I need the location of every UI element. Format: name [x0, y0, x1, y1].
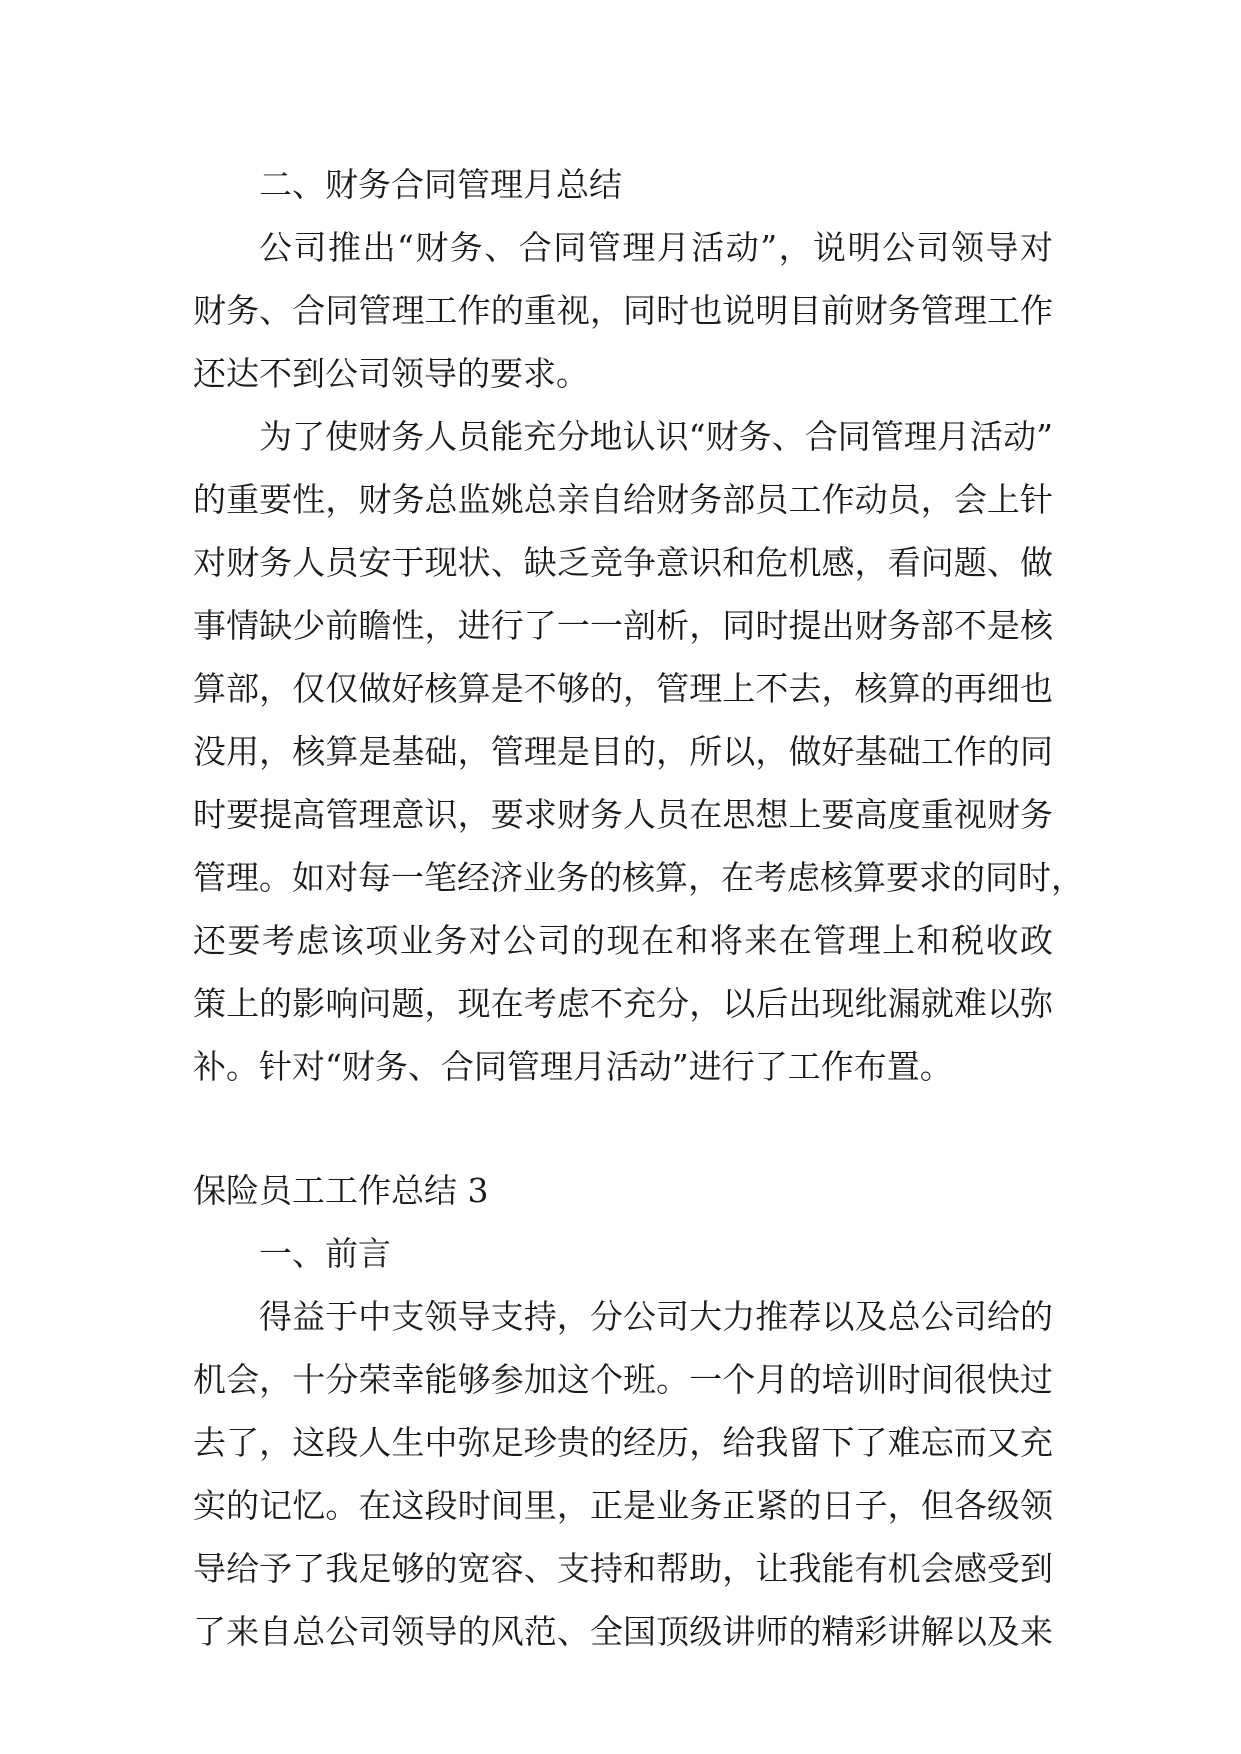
paragraph-line: 实的记忆。在这段时间里，正是业务正紧的日子，但各级领 — [193, 1486, 1053, 1525]
paragraph-line: 了来自总公司领导的风范、全国顶级讲师的精彩讲解以及来 — [193, 1612, 1053, 1651]
section-heading: 一、前言 — [259, 1234, 391, 1273]
paragraph-line: 去了，这段人生中弥足珍贵的经历，给我留下了难忘而又充 — [193, 1423, 1053, 1462]
section-heading: 二、财务合同管理月总结 — [259, 165, 622, 204]
paragraph-line: 补。针对“财务、合同管理月活动”进行了工作布置。 — [193, 1047, 953, 1086]
paragraph-line: 财务、合同管理工作的重视，同时也说明目前财务管理工作 — [193, 291, 1053, 330]
paragraph-line: 的重要性，财务总监姚总亲自给财务部员工作动员，会上针 — [193, 480, 1053, 519]
paragraph-line: 管理。如对每一笔经济业务的核算，在考虑核算要求的同时， — [193, 858, 1084, 897]
paragraph-line: 还达不到公司领导的要求。 — [193, 354, 589, 393]
paragraph-line: 时要提高管理意识，要求财务人员在思想上要高度重视财务 — [193, 795, 1053, 834]
paragraph-line: 导给予了我足够的宽容、支持和帮助，让我能有机会感受到 — [193, 1549, 1053, 1588]
paragraph-line: 策上的影响问题，现在考虑不充分，以后出现纰漏就难以弥 — [193, 984, 1053, 1023]
paragraph-line: 没用，核算是基础，管理是目的，所以，做好基础工作的同 — [193, 732, 1053, 771]
paragraph-line: 还要考虑该项业务对公司的现在和将来在管理上和税收政 — [193, 921, 1053, 960]
paragraph-line: 事情缺少前瞻性，进行了一一剖析，同时提出财务部不是核 — [193, 606, 1053, 645]
paragraph-line: 为了使财务人员能充分地认识“财务、合同管理月活动” — [259, 417, 1053, 456]
paragraph-line: 算部，仅仅做好核算是不够的，管理上不去，核算的再细也 — [193, 669, 1053, 708]
paragraph-line: 得益于中支领导支持，分公司大力推荐以及总公司给的 — [259, 1297, 1053, 1336]
paragraph-line: 对财务人员安于现状、缺乏竞争意识和危机感，看问题、做 — [193, 543, 1053, 582]
paragraph-line: 公司推出“财务、合同管理月活动”，说明公司领导对 — [259, 228, 1053, 267]
paragraph-line: 机会，十分荣幸能够参加这个班。一个月的培训时间很快过 — [193, 1360, 1053, 1399]
document-title: 保险员工工作总结 3 — [193, 1171, 489, 1210]
